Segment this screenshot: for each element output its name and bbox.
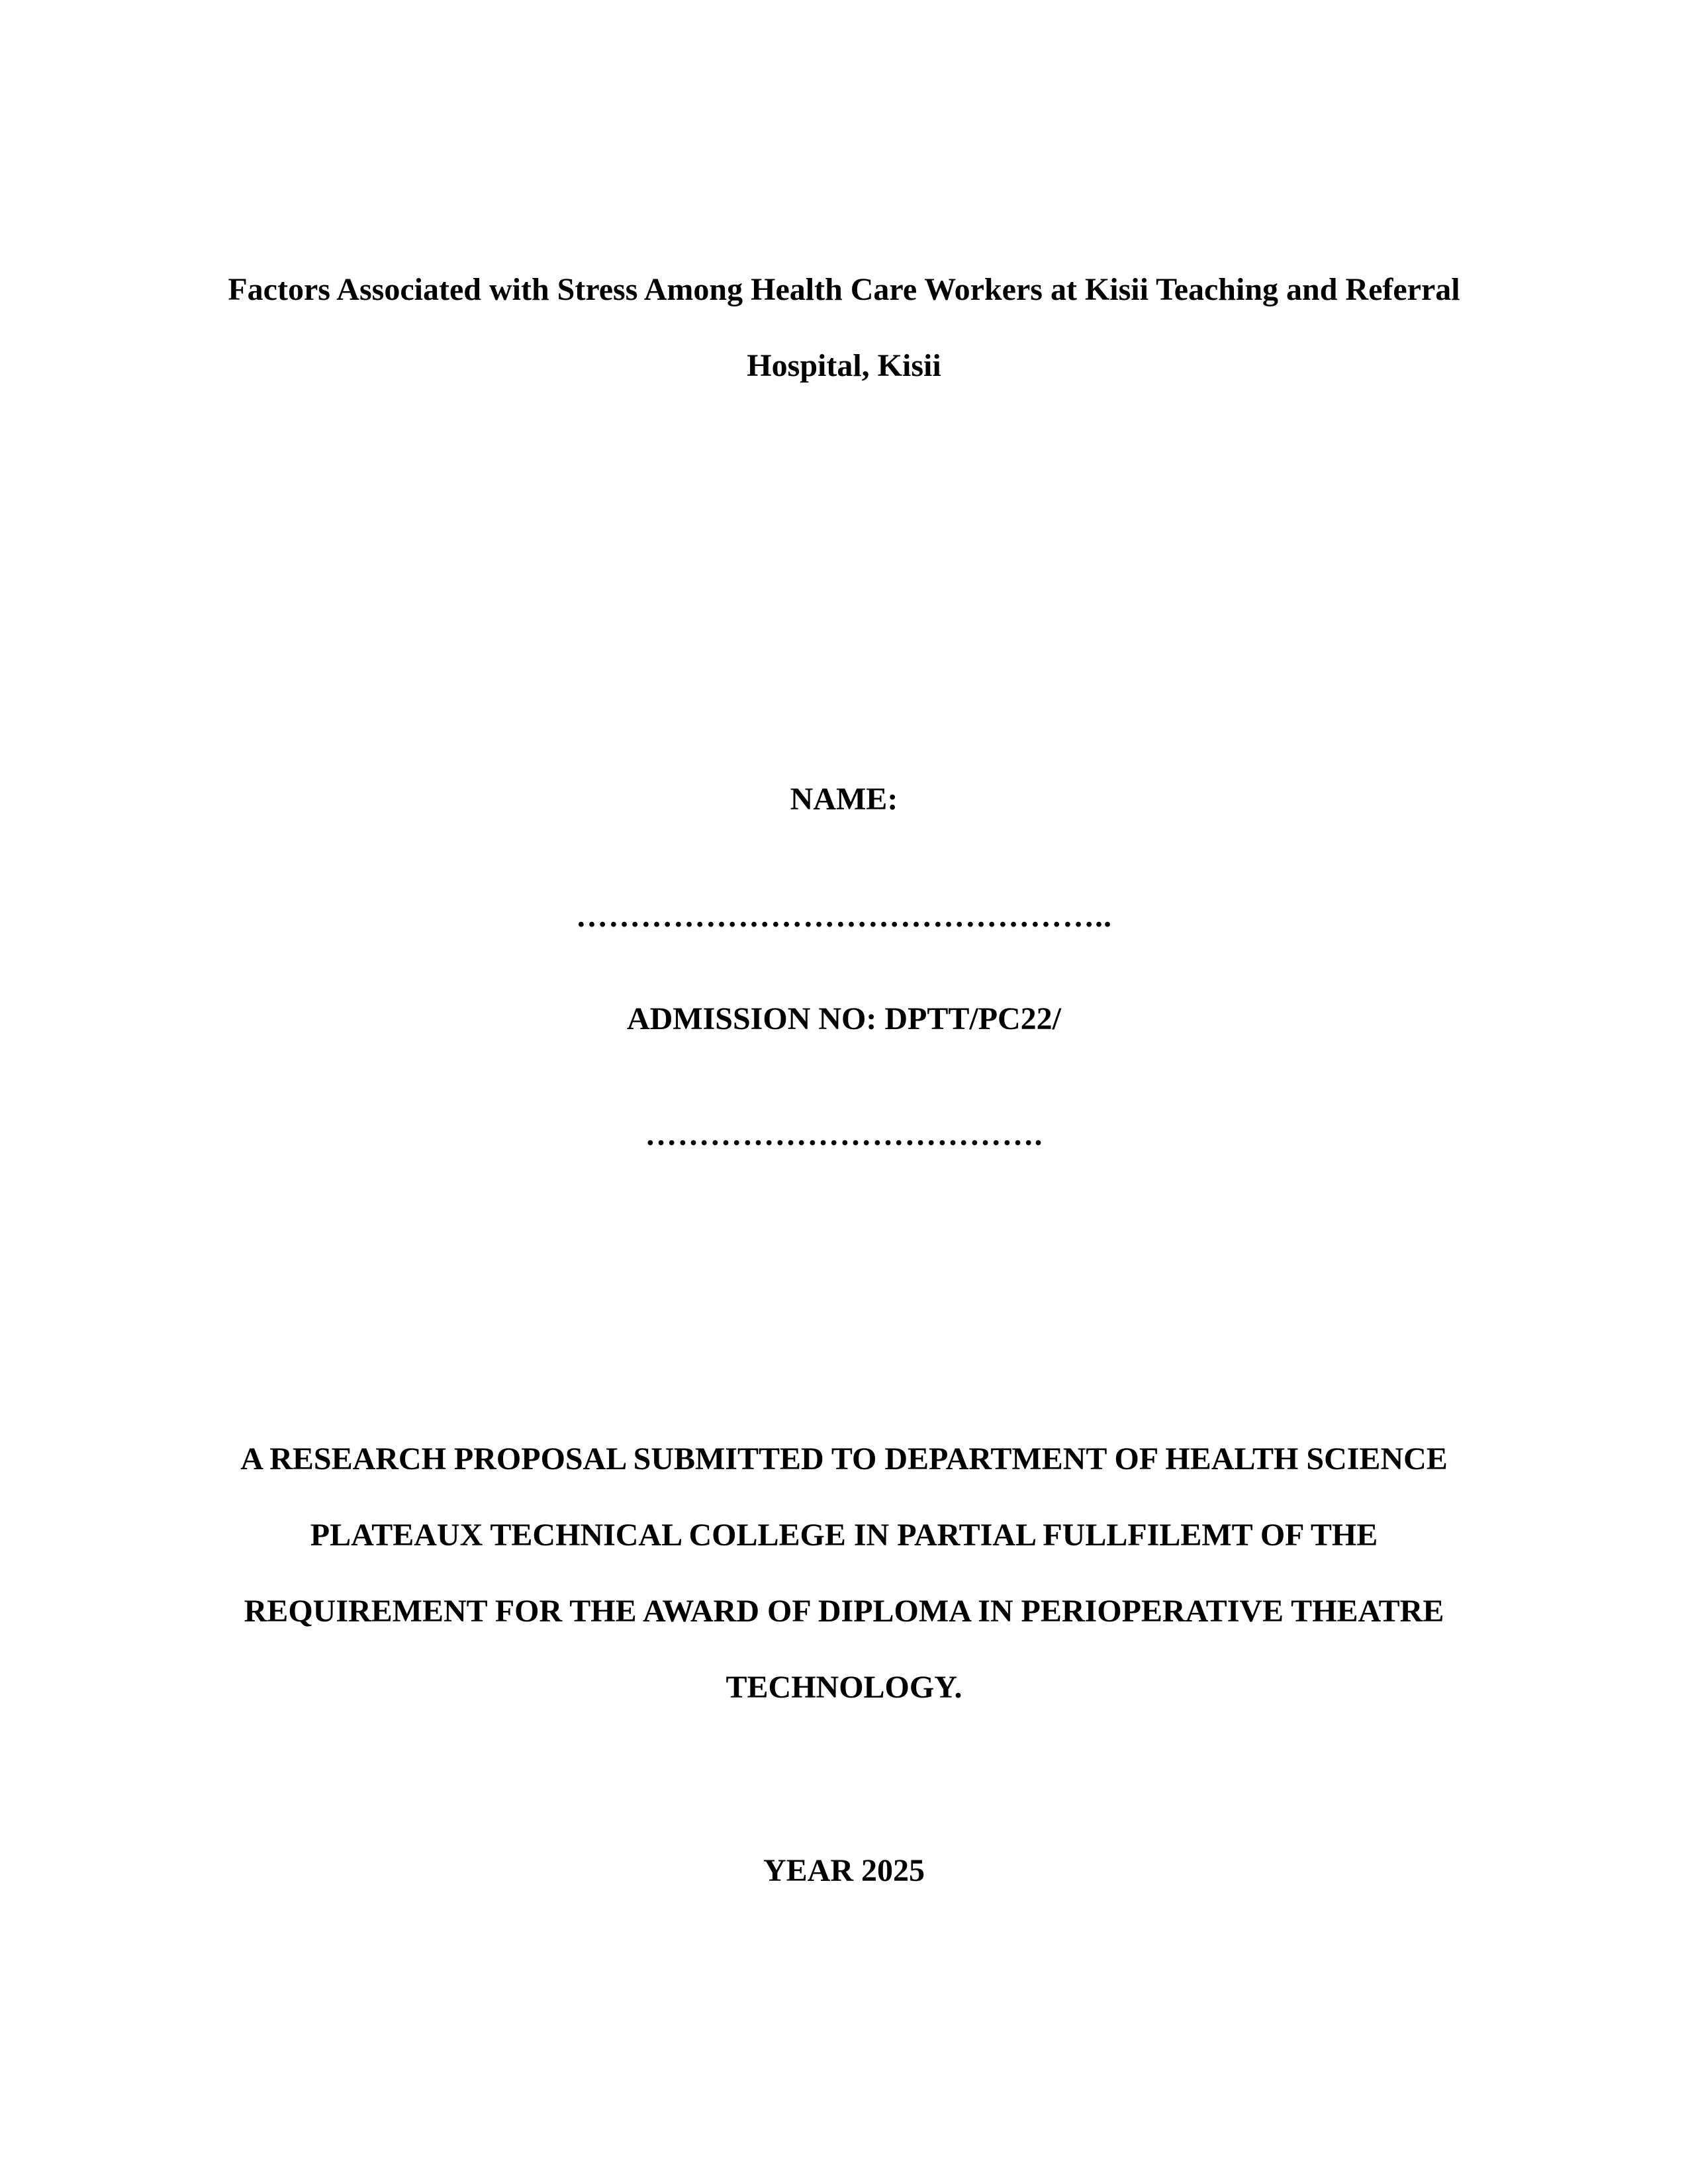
admission-blank: ………………………………. bbox=[645, 1117, 1043, 1152]
submission-line-1: A RESEARCH PROPOSAL SUBMITTED TO DEPARTMENT OF HEALTH SCIENCE bbox=[240, 1441, 1448, 1477]
submission-line-3: REQUIREMENT FOR THE AWARD OF DIPLOMA IN PERIOPERATIVE THEATRE bbox=[244, 1594, 1444, 1629]
admission-label: ADMISSION NO: DPTT/PC22/ bbox=[626, 1001, 1062, 1036]
submission-line-4: TECHNOLOGY. bbox=[726, 1670, 962, 1705]
year-label: YEAR 2025 bbox=[763, 1853, 925, 1888]
title-line-1: Factors Associated with Stress Among Health Care Workers at Kisii Teaching and Referral bbox=[228, 272, 1460, 307]
submission-line-2: PLATEAUX TECHNICAL COLLEGE IN PARTIAL FULLFILEMT OF THE bbox=[310, 1518, 1378, 1553]
name-blank: ………………………………………….. bbox=[576, 899, 1112, 934]
name-label: NAME: bbox=[790, 782, 898, 817]
title-line-2: Hospital, Kisii bbox=[747, 348, 941, 383]
